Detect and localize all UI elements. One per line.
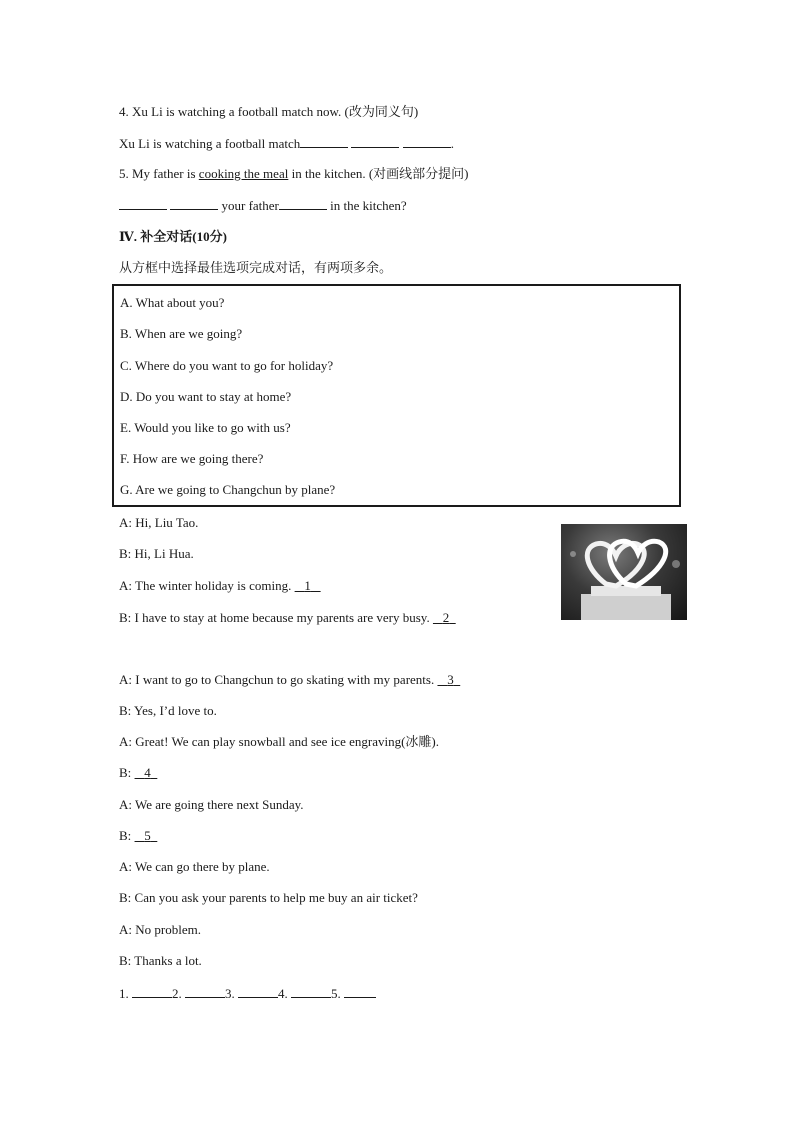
dialogue-line: A: Hi, Liu Tao. <box>119 515 199 530</box>
q4-line2-text: Xu Li is watching a football match <box>119 136 301 151</box>
answer-label: 2. <box>172 986 182 1001</box>
q4-line2 <box>119 135 454 152</box>
answer-blank[interactable] <box>351 135 399 148</box>
blank-number[interactable] <box>135 828 158 843</box>
answer-blank[interactable] <box>170 197 218 210</box>
answer-blank[interactable] <box>238 985 278 998</box>
dialogue-line <box>119 610 456 626</box>
blank-number-text: 4 <box>144 765 151 780</box>
answer-label: 4. <box>278 986 288 1001</box>
answer-label: 5. <box>331 986 341 1001</box>
dialogue-line: B: Thanks a lot. <box>119 953 202 968</box>
dialogue-line: A: Great! We can play snowball and see ice engraving(冰雕). <box>119 734 439 749</box>
dialogue-line: A: We are going there next Sunday. <box>119 797 304 812</box>
answer-label: 1. <box>119 986 129 1001</box>
dialogue-line: A: We can go there by plane. <box>119 859 270 874</box>
blank-number[interactable] <box>433 610 456 625</box>
dialogue-line <box>119 765 157 781</box>
blank-number[interactable] <box>295 578 321 593</box>
q5-suffix: in the kitchen. (对画线部分提问) <box>288 166 469 181</box>
blank-number-text: 3 <box>447 672 454 687</box>
options-box <box>112 284 681 507</box>
answer-blank[interactable] <box>185 985 225 998</box>
answer-blank[interactable] <box>132 985 172 998</box>
option-e: E. Would you like to go with us? <box>120 420 291 435</box>
ice-sculpture-photo <box>561 524 687 620</box>
answer-blank[interactable] <box>403 135 451 148</box>
q5-line1 <box>119 166 469 182</box>
dialogue-line: B: Hi, Li Hua. <box>119 546 194 561</box>
section-instruction: 从方框中选择最佳选项完成对话，有两项多余。 <box>119 260 393 275</box>
option-d: D. Do you want to stay at home? <box>120 389 292 404</box>
q5-prefix: 5. My father is <box>119 166 199 181</box>
blank-number[interactable] <box>437 672 460 687</box>
answer-blank[interactable] <box>119 197 167 210</box>
blank-number[interactable] <box>135 765 158 780</box>
blank-number-text: 2 <box>442 610 450 625</box>
q5-line2-a: your father <box>218 198 279 213</box>
option-b: B. When are we going? <box>120 326 243 341</box>
answer-blank[interactable] <box>300 135 348 148</box>
dialogue-line <box>119 672 460 688</box>
q5-underlined-phrase: cooking the meal <box>198 166 289 181</box>
answer-blank[interactable] <box>279 197 327 210</box>
dialogue-line: B: Yes, I’d love to. <box>119 703 217 718</box>
dialogue-line: A: No problem. <box>119 922 201 937</box>
dialogue-text: B: I have to stay at home because my parents are very busy. <box>119 610 430 625</box>
q5-line2 <box>119 197 407 214</box>
blank-number-text: 5 <box>144 828 151 843</box>
answer-blank[interactable] <box>344 985 376 998</box>
dialogue-text: A: The winter holiday is coming. <box>119 578 292 593</box>
section-title: Ⅳ. 补全对话(10分) <box>119 229 227 244</box>
dialogue-line: B: Can you ask your parents to help me buy an air ticket? <box>119 890 418 905</box>
option-f: F. How are we going there? <box>120 451 264 466</box>
dialogue-text: A: I want to go to Changchun to go skating with my parents. <box>119 672 435 687</box>
dialogue-text: B: <box>119 828 132 843</box>
option-g: G. Are we going to Changchun by plane? <box>120 482 336 497</box>
answer-label: 3. <box>225 986 235 1001</box>
dialogue-line <box>119 828 157 844</box>
dialogue-line <box>119 578 321 594</box>
q4-line1: 4. Xu Li is watching a football match now. (改为同义句) <box>119 104 419 119</box>
answer-blank[interactable] <box>291 985 331 998</box>
q4-line2-end: . <box>450 136 454 151</box>
heart-sculpture-icon <box>561 524 687 620</box>
q5-line2-b: in the kitchen? <box>326 198 407 213</box>
option-a: A. What about you? <box>120 295 225 310</box>
dialogue-text: B: <box>119 765 132 780</box>
answer-line <box>119 985 376 1002</box>
blank-number-text: 1 <box>304 578 311 593</box>
option-c: C. Where do you want to go for holiday? <box>120 358 334 373</box>
